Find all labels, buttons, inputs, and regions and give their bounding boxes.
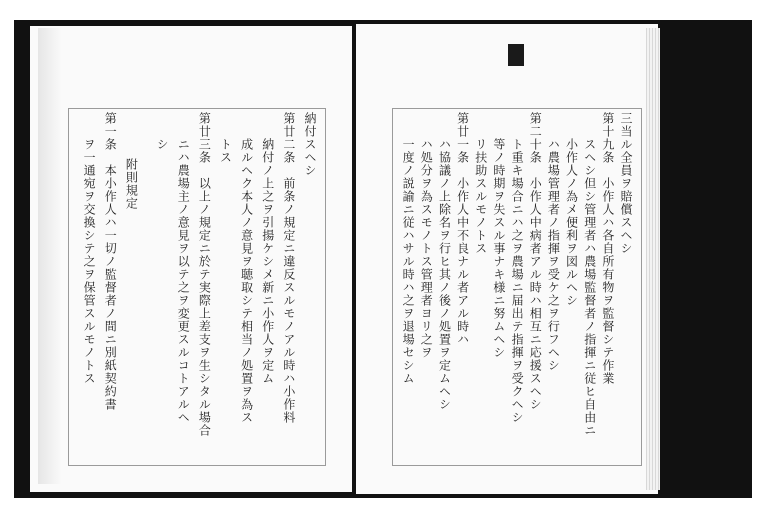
page-gutter-shadow [38,28,62,484]
text-column: 納付スヘシ [303,112,317,177]
text-column: シ [155,138,170,151]
text-column: 第二十条 小作人中病者アル時ハ相互ニ応援スヘシ [528,112,543,411]
text-column: ハ処分ヲ為スモノトス管理者ヨリ之ヲ [419,138,434,359]
text-column-spacer [139,112,149,458]
text-column: 一度ノ説諭ニ従ハサル時ハ之ヲ退場セシム [401,138,416,385]
text-column: 等ノ時期ヲ失スル事ナキ様ニ努ムヘシ [491,138,506,359]
text-column: 第廿一条 小作人中不良ナル者アル時ハ [455,112,470,346]
text-column: ニハ農場主ノ意見ヲ以テ之ヲ変更スルコトアルヘ [176,138,191,424]
text-column: ト重キ場合ニハ之ヲ農場ニ届出テ指揮ヲ受クヘシ [510,138,525,424]
text-column: 第一条 本小作人ハ一切ノ監督者ノ間ニ別紙契約書 [103,112,118,411]
text-column: リ扶助スルモノトス [473,138,488,255]
right-page-text [398,112,634,460]
text-column: ハ農場管理者ノ指揮ヲ受ケ之ヲ行フヘシ [546,138,561,372]
seal-stamp [508,44,524,66]
text-column: ヲ一通宛ヲ交換シテ之ヲ保管スルモノトス [82,138,97,385]
text-column: 第十九条 小作人ハ各自所有物ヲ監督シテ作業 [600,112,615,385]
left-page-text [76,112,318,460]
text-column: 三当ル全員ヲ賠償スヘシ [619,112,633,255]
text-column: 第廿二条 前条ノ規定ニ違反スルモノアル時ハ小作料 [281,112,296,424]
section-heading: 附則規定 [124,158,139,210]
text-column: 第廿三条 以上ノ規定ニ於テ実際上差支ヲ生シタル場合 [197,112,212,437]
page-edge [646,28,660,490]
text-column: 小作人ノ為メ便利ヲ図ルヘシ [564,138,579,307]
text-column: トス [218,138,233,164]
text-column: 成ルヘク本人ノ意見ヲ聴取シテ相当ノ処置ヲ為ス [239,138,254,424]
text-column: 納付ノ上之ヲ引揚ケシメ新ニ小作人ヲ定ム [260,138,275,385]
text-column: スヘシ但シ管理者ハ農場監督者ノ指揮ニ従ヒ自由ニ [582,138,597,437]
text-column: ハ協議ノ上除名ヲ行ヒ其ノ後ノ処置ヲ定ムヘシ [437,138,452,411]
